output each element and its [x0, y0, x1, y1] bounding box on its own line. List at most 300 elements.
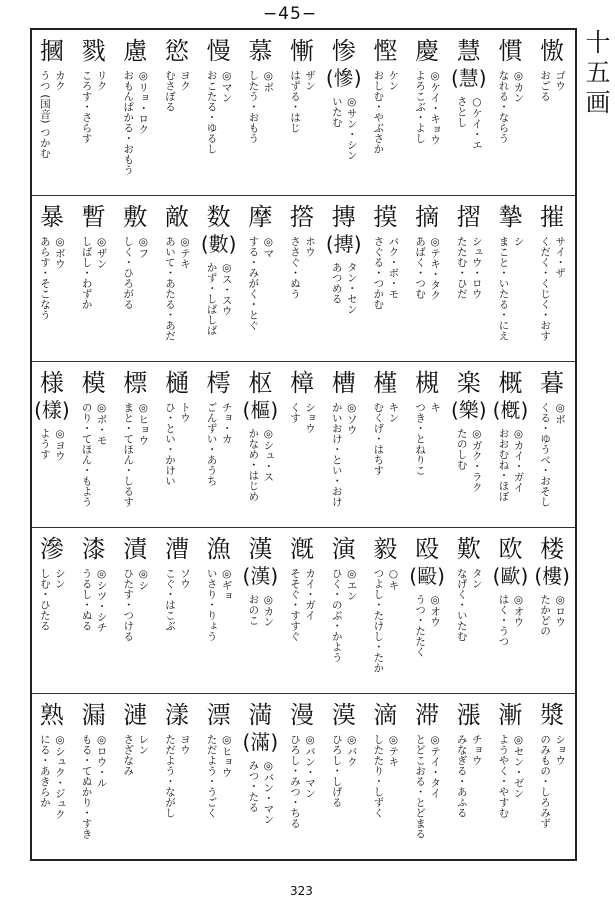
kanji-character: 滞 [415, 701, 440, 729]
on-reading: ◎シュ・ス [262, 428, 275, 482]
kanji-entry [448, 700, 490, 859]
kanji-character: 慮 [123, 37, 148, 65]
kanji-entry [490, 36, 532, 195]
kanji-variant: (歐) [492, 564, 529, 588]
kanji-character: 慳 [373, 37, 398, 65]
kun-reading: つよし・たけし・たか [372, 568, 385, 673]
kanji-entry [281, 700, 323, 859]
kanji-readings [371, 734, 399, 818]
kanji-readings [371, 236, 399, 310]
kanji-readings [413, 594, 441, 657]
kanji-entry [365, 534, 407, 693]
kun-reading: ころす・さらす [80, 70, 93, 144]
on-reading: ◎テイ・タイ [429, 734, 442, 799]
kun-reading: くだく・くじく・おす [539, 236, 552, 341]
on-reading: ◎テキ [387, 734, 400, 767]
on-reading: タン・セン [345, 262, 358, 315]
kanji-readings [413, 734, 441, 839]
kanji-character: 慚 [290, 37, 315, 65]
kanji-entry [198, 534, 240, 693]
kun-reading: あいて・あたる・あだ [163, 236, 176, 341]
kun-reading: ひたす・つける [122, 568, 135, 642]
on-reading: ◎ボ・モ [95, 402, 108, 446]
on-reading: チョウ [470, 734, 483, 766]
kanji-entry [114, 534, 156, 693]
kanji-entry [406, 700, 448, 859]
stroke-header-char-3: 画 [585, 88, 611, 117]
kanji-readings [163, 70, 191, 112]
kanji-entry [114, 368, 156, 527]
kanji-readings [288, 70, 316, 133]
on-reading: ◎ザン [95, 236, 108, 269]
kanji-entry [240, 700, 282, 859]
kun-reading: ようす [38, 428, 51, 460]
kanji-readings [538, 734, 566, 829]
on-reading: キ [429, 402, 442, 413]
kanji-entry [365, 700, 407, 859]
kun-reading: しばし・わずか [80, 236, 93, 310]
kanji-variant: (滿) [242, 730, 279, 754]
on-reading: シ [512, 236, 525, 247]
kanji-variant: (數) [200, 232, 237, 256]
kanji-readings [80, 236, 108, 310]
on-reading: カイ・ガイ [304, 568, 317, 621]
kanji-entry [114, 202, 156, 361]
kanji-readings [538, 70, 566, 102]
kanji-character: 慾 [164, 37, 189, 65]
on-reading: ◎ヨウ [53, 428, 66, 461]
kun-reading: くる・ゆうべ・おそし [539, 402, 552, 507]
on-reading: ヨク [178, 70, 191, 91]
table-row [32, 362, 575, 528]
kanji-readings [121, 568, 149, 642]
on-reading: ◎オウ [429, 594, 442, 627]
kanji-character: 摑 [39, 37, 64, 65]
kanji-readings [246, 594, 274, 627]
kanji-character: 漕 [164, 535, 189, 563]
kun-reading: にる・あきらか [38, 734, 51, 808]
kun-reading: おしむ・やぶさか [372, 70, 385, 154]
kanji-entry [406, 534, 448, 693]
on-reading: リク [95, 70, 108, 91]
kanji-entry [240, 202, 282, 361]
kanji-character: 漢 [248, 535, 273, 563]
kanji-variant: (樣) [34, 398, 70, 422]
kun-reading: ひろし・しげる [330, 734, 343, 808]
kun-reading: たたむ・ひだ [455, 236, 468, 299]
on-reading: ◎カイ・ガイ [512, 428, 525, 493]
kun-reading: みつ・たる [247, 760, 260, 813]
kun-reading: うつ (国音) つかむ [38, 70, 51, 159]
kanji-entry [406, 202, 448, 361]
kun-reading: さとし [455, 96, 468, 128]
kanji-variant: (慘) [325, 66, 362, 90]
kanji-entry [156, 700, 198, 859]
kanji-entry [198, 202, 240, 361]
on-reading: ◎ヒョウ [137, 402, 150, 446]
kanji-entry [114, 700, 156, 859]
kun-reading: むくげ・はちす [372, 402, 385, 476]
kun-reading: つき・とねりこ [414, 402, 427, 476]
kanji-character: 熟 [39, 701, 64, 729]
on-reading: ◎シュク・ジュク [53, 734, 66, 820]
kanji-readings [121, 236, 149, 310]
kun-reading: いたむ [330, 96, 343, 128]
kun-reading: もる・てぬかり・すき [80, 734, 93, 839]
on-reading: サイ・ザ [554, 236, 567, 278]
kun-reading: あらす・そこなう [38, 236, 51, 320]
on-reading: カク [53, 70, 66, 91]
on-reading: ◎フ [137, 236, 150, 259]
kun-reading: かいおけ・とい・おけ [330, 402, 343, 507]
kanji-readings [288, 402, 316, 434]
kanji-entry [73, 202, 115, 361]
kanji-character: 摘 [415, 203, 440, 231]
kanji-character: 殴 [415, 535, 440, 563]
kun-reading: おごる [539, 70, 552, 102]
kanji-readings [496, 70, 524, 144]
kanji-character: 慠 [540, 37, 565, 65]
kanji-readings [496, 734, 524, 818]
kanji-character: 慣 [498, 37, 523, 65]
kanji-readings [496, 236, 524, 341]
kanji-readings [38, 70, 66, 158]
kanji-entry [448, 36, 490, 195]
kanji-readings [121, 70, 149, 175]
kanji-character: 樗 [206, 369, 231, 397]
on-reading: トウ [178, 402, 191, 423]
kanji-variant: (摶) [325, 232, 362, 256]
on-reading: ◎カン [262, 594, 275, 627]
kanji-entry [240, 368, 282, 527]
kanji-entry [531, 534, 573, 693]
kanji-entry [323, 534, 365, 693]
kanji-character: 枢 [248, 369, 273, 397]
kanji-readings [288, 734, 316, 829]
kanji-character: 漬 [123, 535, 148, 563]
kanji-readings [205, 262, 233, 336]
kanji-character: 滲 [39, 535, 64, 563]
on-reading: キン [387, 402, 400, 423]
kanji-readings [330, 96, 358, 161]
kun-reading: はく・うつ [497, 594, 510, 647]
on-reading: ◎ス・スウ [220, 262, 233, 316]
on-reading: ◎バン・マン [262, 760, 275, 825]
on-reading: ◎ロウ・ル [95, 734, 108, 788]
kun-reading: ただよう・うごく [205, 734, 218, 818]
kanji-readings [246, 428, 274, 502]
kanji-readings [371, 70, 399, 154]
kanji-readings [538, 594, 566, 636]
kanji-entry [406, 36, 448, 195]
on-reading: ◎ヒョウ [220, 734, 233, 778]
kanji-character: 演 [331, 535, 356, 563]
kanji-character: 摸 [373, 203, 398, 231]
kanji-variant: (樓) [534, 564, 570, 588]
kun-reading: しむ・ひたる [38, 568, 51, 631]
kun-reading: しく・ひろがる [122, 236, 135, 310]
kanji-readings [371, 402, 399, 476]
kanji-entry [531, 202, 573, 361]
kanji-readings [330, 262, 358, 315]
table-row [32, 694, 575, 859]
kanji-character: 楽 [456, 369, 481, 397]
kanji-readings [121, 402, 149, 507]
kanji-character: 慕 [248, 37, 273, 65]
on-reading: ホウ [304, 236, 317, 257]
kun-reading: かず・しばしば [205, 262, 218, 336]
kun-reading: さざなみ [122, 734, 135, 776]
kun-reading: なげく・いたむ [455, 568, 468, 642]
kanji-character: 漣 [123, 701, 148, 729]
kanji-character: 滴 [373, 701, 398, 729]
kanji-entry [240, 534, 282, 693]
kanji-readings [163, 568, 191, 631]
kanji-character: 楼 [540, 535, 565, 563]
kanji-entry [323, 368, 365, 527]
kanji-character: 慧 [456, 37, 481, 65]
kun-reading: うるし・ぬる [80, 568, 93, 631]
kanji-readings [330, 402, 358, 507]
kanji-entry [365, 368, 407, 527]
kanji-readings [496, 594, 524, 647]
on-reading: バク・ボ・モ [387, 236, 400, 299]
on-reading: シン [53, 568, 66, 589]
kun-reading: たかどの [539, 594, 552, 636]
on-reading: ◎ボ [262, 70, 275, 93]
kanji-character: 戮 [81, 37, 106, 65]
kanji-character: 模 [81, 369, 106, 397]
kanji-entry [281, 534, 323, 693]
kun-reading: いさり・りょう [205, 568, 218, 642]
kanji-readings [496, 428, 524, 502]
on-reading: ◎シ [137, 568, 150, 591]
on-reading: ◎ガク・ラク [470, 428, 483, 493]
on-reading: ○ケイ・エ [470, 96, 483, 150]
kun-reading: はずる・はじ [289, 70, 302, 133]
kun-reading: あばく・つむ [414, 236, 427, 299]
kanji-entry [73, 36, 115, 195]
kanji-readings [205, 70, 233, 154]
kanji-character: 摯 [498, 203, 523, 231]
kun-reading: ごんずい・あうち [205, 402, 218, 486]
kun-reading: のみもの・しろみず [539, 734, 552, 829]
kanji-readings [413, 70, 441, 145]
kanji-entry [323, 700, 365, 859]
kanji-character: 漿 [540, 701, 565, 729]
kun-reading: のり・てほん・もよう [80, 402, 93, 507]
on-reading: ◎シツ・シチ [95, 568, 108, 633]
kanji-entry [198, 36, 240, 195]
kanji-entry [531, 700, 573, 859]
on-reading: ◎ギョ [220, 568, 233, 601]
page-number: −45− [262, 4, 318, 24]
kanji-character: 摺 [456, 203, 481, 231]
kanji-readings [455, 734, 483, 818]
kun-reading: たのしむ [455, 428, 468, 470]
kun-reading: むさぼる [163, 70, 176, 112]
kanji-readings [205, 568, 233, 642]
kun-reading: したう・おもう [247, 70, 260, 144]
kanji-readings [205, 402, 233, 486]
on-reading: ◎ボウ [53, 236, 66, 269]
on-reading: ○キ [387, 568, 400, 591]
table-row [32, 196, 575, 362]
kanji-readings [38, 428, 66, 461]
on-reading: ◎カン [512, 70, 525, 103]
kanji-entry [531, 36, 573, 195]
kun-reading: そそぐ・すすぐ [289, 568, 302, 642]
kun-reading: かなめ・はじめ [247, 428, 260, 502]
on-reading: ◎テキ [178, 236, 191, 269]
kanji-character: 毅 [373, 535, 398, 563]
kanji-entry [32, 36, 73, 195]
on-reading: ショウ [304, 402, 317, 434]
kanji-variant: (樂) [450, 398, 487, 422]
kanji-character: 樟 [290, 369, 315, 397]
kanji-entry [281, 202, 323, 361]
kanji-readings [455, 96, 483, 150]
kanji-character: 暮 [540, 369, 565, 397]
kanji-entry [490, 700, 532, 859]
kanji-character: 槿 [373, 369, 398, 397]
kun-reading: まこと・いたる・にえ [497, 236, 510, 341]
on-reading: ◎マン [220, 70, 233, 103]
on-reading: ◎ケイ・キョウ [429, 70, 442, 145]
kanji-character: 漫 [290, 701, 315, 729]
kanji-entry [73, 368, 115, 527]
kun-reading: まと・てほん・しるす [122, 402, 135, 507]
kanji-readings [413, 236, 441, 301]
kun-reading: おこたる・ゆるし [205, 70, 218, 154]
kanji-variant: (樞) [242, 398, 279, 422]
kanji-readings [80, 402, 108, 507]
on-reading: ◎ボ [554, 402, 567, 425]
kanji-character: 撘 [290, 203, 315, 231]
kanji-readings [80, 568, 108, 633]
kanji-entry [198, 368, 240, 527]
kanji-character: 漏 [81, 701, 106, 729]
stroke-count-header [583, 28, 613, 118]
kanji-character: 摧 [540, 203, 565, 231]
kun-reading: なれる・ならう [497, 70, 510, 144]
kanji-readings [163, 734, 191, 818]
kanji-entry [240, 36, 282, 195]
kanji-readings [246, 236, 274, 331]
kanji-variant: (漢) [242, 564, 279, 588]
kanji-readings [246, 70, 274, 144]
kun-reading: ひく・のぶ・かよう [330, 568, 343, 663]
on-reading: チョ・カ [220, 402, 233, 444]
kanji-entry [490, 202, 532, 361]
kanji-variant: (槪) [492, 398, 529, 422]
kanji-character: 漁 [206, 535, 231, 563]
kun-reading: よろこぶ・よし [414, 70, 427, 144]
kanji-readings [371, 568, 399, 673]
kanji-entry [156, 36, 198, 195]
kanji-variant: (毆) [409, 564, 445, 588]
kanji-character: 慶 [415, 37, 440, 65]
table-row [32, 528, 575, 694]
kanji-table [30, 28, 577, 861]
kanji-character: 漠 [331, 701, 356, 729]
kanji-entry [365, 36, 407, 195]
kanji-readings [455, 428, 483, 493]
on-reading: ショウ [554, 734, 567, 766]
kanji-character: 暫 [81, 203, 106, 231]
kanji-character: 漾 [164, 701, 189, 729]
kanji-character: 標 [123, 369, 148, 397]
kanji-readings [205, 734, 233, 818]
kanji-readings [538, 402, 566, 507]
kun-reading: みなぎる・あふる [455, 734, 468, 818]
kanji-character: 歎 [456, 535, 481, 563]
kanji-entry [198, 700, 240, 859]
kanji-character: 槻 [415, 369, 440, 397]
kanji-readings [413, 402, 441, 476]
kun-reading: こぐ・はこぶ [163, 568, 176, 631]
kanji-entry [448, 202, 490, 361]
on-reading: ゴウ [554, 70, 567, 91]
on-reading: ◎マ [262, 236, 275, 259]
table-row [32, 30, 575, 196]
kanji-entry [32, 368, 73, 527]
on-reading: ◎オウ [512, 594, 525, 627]
kanji-character: 漆 [81, 535, 106, 563]
kanji-entry [73, 534, 115, 693]
kanji-entry [406, 368, 448, 527]
on-reading: ヨウ [178, 734, 191, 755]
kun-reading: おおむね・ほぼ [497, 428, 510, 502]
kun-reading: ひろし・みつ・ちる [289, 734, 302, 829]
kanji-readings [330, 734, 358, 808]
kanji-entry [32, 700, 73, 859]
kanji-readings [163, 236, 191, 341]
footer-page-number: 323 [290, 884, 313, 898]
kanji-character: 摶 [331, 203, 356, 231]
kanji-readings [121, 734, 149, 776]
kanji-character: 数 [206, 203, 231, 231]
on-reading: ザン [304, 70, 317, 91]
kun-reading: うつ・たたく [414, 594, 427, 657]
kanji-character: 漂 [206, 701, 231, 729]
kanji-readings [80, 734, 108, 839]
on-reading: レン [137, 734, 150, 755]
kanji-readings [246, 760, 274, 825]
kanji-readings [38, 568, 66, 631]
kanji-readings [330, 568, 358, 663]
kun-reading: する・みがく・とぐ [247, 236, 260, 331]
kanji-character: 概 [498, 369, 523, 397]
kun-reading: ひ・とい・かけい [163, 402, 176, 486]
kanji-entry [365, 202, 407, 361]
kanji-entry [323, 36, 365, 195]
kanji-character: 樋 [164, 369, 189, 397]
on-reading: ◎バン・マン [304, 734, 317, 799]
kanji-readings [455, 568, 483, 642]
stroke-header-char-1: 十 [585, 28, 611, 57]
kanji-character: 敷 [123, 203, 148, 231]
kanji-character: 欧 [498, 535, 523, 563]
kanji-entry [490, 534, 532, 693]
on-reading: ◎セン・ゼン [512, 734, 525, 799]
kanji-entry [156, 202, 198, 361]
kanji-entry [32, 202, 73, 361]
kanji-character: 慢 [206, 37, 231, 65]
on-reading: ケン [387, 70, 400, 91]
on-reading: ◎エン [345, 568, 358, 601]
kanji-readings [38, 236, 66, 320]
